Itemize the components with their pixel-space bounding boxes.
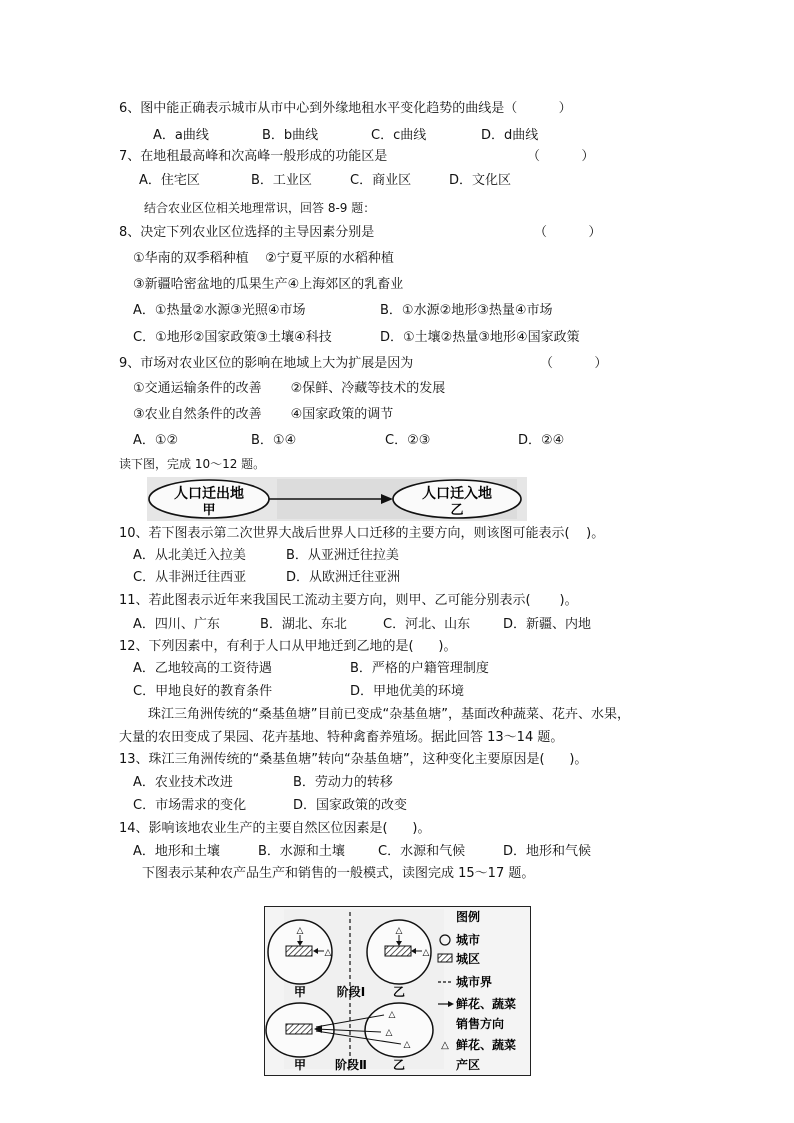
legend-urban-icon <box>438 954 452 962</box>
q7-option-d: D．文化区 <box>449 173 512 188</box>
passage-13-14-line2: 大量的农田变成了果园、花卉基地、特种禽畜养殖场。据此回答 13～14 题。 <box>119 730 564 745</box>
q8-stem: 8、决定下列农业区位选择的主导因素分别是 <box>119 225 375 240</box>
destination-name: 乙 <box>450 503 464 518</box>
q13-option-d: D．国家政策的改变 <box>293 798 408 813</box>
q8-items-line2: ③新疆哈密盆地的瓜果生产④上海郊区的乳畜业 <box>133 277 404 292</box>
legend-sales-line2: 销售方向 <box>456 1017 505 1031</box>
q8-option-b: B．①水源②地形③热量④市场 <box>380 303 553 318</box>
svg-text:△: △ <box>324 948 332 958</box>
q14-option-b: B．水源和土壤 <box>258 844 345 859</box>
legend-boundary: 城市界 <box>456 975 493 989</box>
q8-option-a: A．①热量②水源③光照④市场 <box>133 303 306 318</box>
q7-option-a: A．住宅区 <box>139 173 200 188</box>
stage1-label-jia: 甲 <box>293 985 307 999</box>
q10-option-b: B．从亚洲迁往拉美 <box>286 548 399 563</box>
q11-stem: 11、若此图表示近年来我国民工流动主要方向，则甲、乙可能分别表示( )。 <box>119 593 578 608</box>
q7-option-c: C．商业区 <box>350 173 412 188</box>
q10-option-d: D．从欧洲迁往亚洲 <box>286 570 401 585</box>
legend-title: 图例 <box>456 910 481 924</box>
q7-answer-paren: （ ） <box>527 149 595 164</box>
origin-name: 甲 <box>202 503 216 518</box>
q14-option-c: C．水源和气候 <box>378 844 466 859</box>
q9-option-d: D．②④ <box>518 433 565 448</box>
q9-option-c: C．②③ <box>385 433 431 448</box>
stage1-label-yi: 乙 <box>392 985 406 999</box>
stage1-urban-jia <box>286 946 312 956</box>
q9-items-line1: ①交通运输条件的改善 ②保鲜、冷藏等技术的发展 <box>133 381 446 396</box>
q8-items-line1: ①华南的双季稻种植 ②宁夏平原的水稻种植 <box>133 251 394 266</box>
q14-option-d: D．地形和气候 <box>503 844 592 859</box>
q14-stem: 14、影响该地农业生产的主要自然区位因素是( )。 <box>119 821 431 836</box>
q13-option-c: C．市场需求的变化 <box>133 798 247 813</box>
q11-option-a: A．四川、广东 <box>133 617 220 632</box>
svg-text:△: △ <box>395 926 403 936</box>
q9-items-line2: ③农业自然条件的改善 ④国家政策的调节 <box>133 407 394 422</box>
svg-text:△: △ <box>385 1028 393 1038</box>
q10-option-c: C．从非洲迁往西亚 <box>133 570 247 585</box>
q9-option-a: A．①② <box>133 433 179 448</box>
passage-13-14-line1: 珠江三角洲传统的“桑基鱼塘”目前已变成“杂基鱼塘”，基面改种蔬菜、花卉、水果， <box>148 707 630 722</box>
legend-city: 城市 <box>456 933 481 947</box>
q13-option-b: B．劳动力的转移 <box>293 775 393 790</box>
q7-option-b: B．工业区 <box>251 173 312 188</box>
q13-stem: 13、珠江三角洲传统的“桑基鱼塘”转向“杂基鱼塘”，这种变化主要原因是( )。 <box>119 752 588 767</box>
legend-producing-icon: △ <box>441 1040 449 1051</box>
intro-8-9: 结合农业区位相关地理常识，回答 8-9 题： <box>144 201 376 215</box>
q6-option-b: B．b曲线 <box>262 128 319 143</box>
q10-option-a: A．从北美迁入拉美 <box>133 548 246 563</box>
q10-stem: 10、若下图表示第二次世界大战后世界人口迁移的主要方向，则该图可能表示( )。 <box>119 526 605 541</box>
legend-sales-line1: 鲜花、蔬菜 <box>456 997 517 1011</box>
q12-option-c: C．甲地良好的教育条件 <box>133 684 273 699</box>
stage1-urban-yi <box>385 946 411 956</box>
q6-option-d: D．d曲线 <box>481 128 539 143</box>
q13-option-a: A．农业技术改进 <box>133 775 233 790</box>
stage2-label-jia: 甲 <box>293 1058 307 1072</box>
q6-stem: 6、图中能正确表示城市从市中心到外缘地租水平变化趋势的曲线是（ ） <box>119 101 572 116</box>
stage2-city-yi <box>365 1003 433 1057</box>
q12-option-a: A．乙地较高的工资待遇 <box>133 661 272 676</box>
q12-stem: 12、下列因素中，有利于人口从甲地迁到乙地的是( )。 <box>119 639 457 654</box>
intro-10-12: 读下图，完成 10～12 题。 <box>119 457 266 471</box>
svg-text:△: △ <box>388 1010 396 1020</box>
origin-label: 人口迁出地 <box>174 486 244 502</box>
q12-option-b: B．严格的户籍管理制度 <box>350 661 489 676</box>
svg-text:△: △ <box>422 948 430 958</box>
stage2-label: 阶段Ⅱ <box>335 1058 367 1072</box>
svg-text:△: △ <box>403 1040 411 1050</box>
q8-option-c: C．①地形②国家政策③土壤④科技 <box>133 330 332 345</box>
destination-label: 人口迁入地 <box>422 486 492 502</box>
q9-stem: 9、市场对农业区位的影响在地域上大为扩展是因为 <box>119 356 414 371</box>
legend-urban: 城区 <box>456 952 481 966</box>
q6-option-c: C．c曲线 <box>371 128 427 143</box>
q11-option-d: D．新疆、内地 <box>503 617 592 632</box>
q8-answer-paren: （ ） <box>534 225 602 240</box>
q8-option-d: D．①土壤②热量③地形④国家政策 <box>380 330 580 345</box>
q9-answer-paren: （ ） <box>540 356 608 371</box>
migration-diagram <box>147 477 527 521</box>
q6-option-a: A．a曲线 <box>153 128 209 143</box>
legend-producing-line2: 产区 <box>456 1058 481 1072</box>
q12-option-d: D．甲地优美的环境 <box>350 684 465 699</box>
legend-producing-line1: 鲜花、蔬菜 <box>456 1038 517 1052</box>
stage1-producing-icon: △ <box>296 926 304 936</box>
stage2-label-yi: 乙 <box>392 1058 406 1072</box>
intro-15-17: 下图表示某种农产品生产和销售的一般模式，读图完成 15～17 题。 <box>142 866 535 881</box>
stage2-urban-jia <box>286 1024 312 1034</box>
q9-option-b: B．①④ <box>251 433 297 448</box>
q14-option-a: A．地形和土壤 <box>133 844 220 859</box>
q11-option-b: B．湖北、东北 <box>260 617 347 632</box>
q7-stem: 7、在地租最高峰和次高峰一般形成的功能区是 <box>119 149 388 164</box>
stage-diagram <box>264 906 531 1076</box>
stage1-label: 阶段Ⅰ <box>336 985 366 999</box>
q11-option-c: C．河北、山东 <box>383 617 471 632</box>
